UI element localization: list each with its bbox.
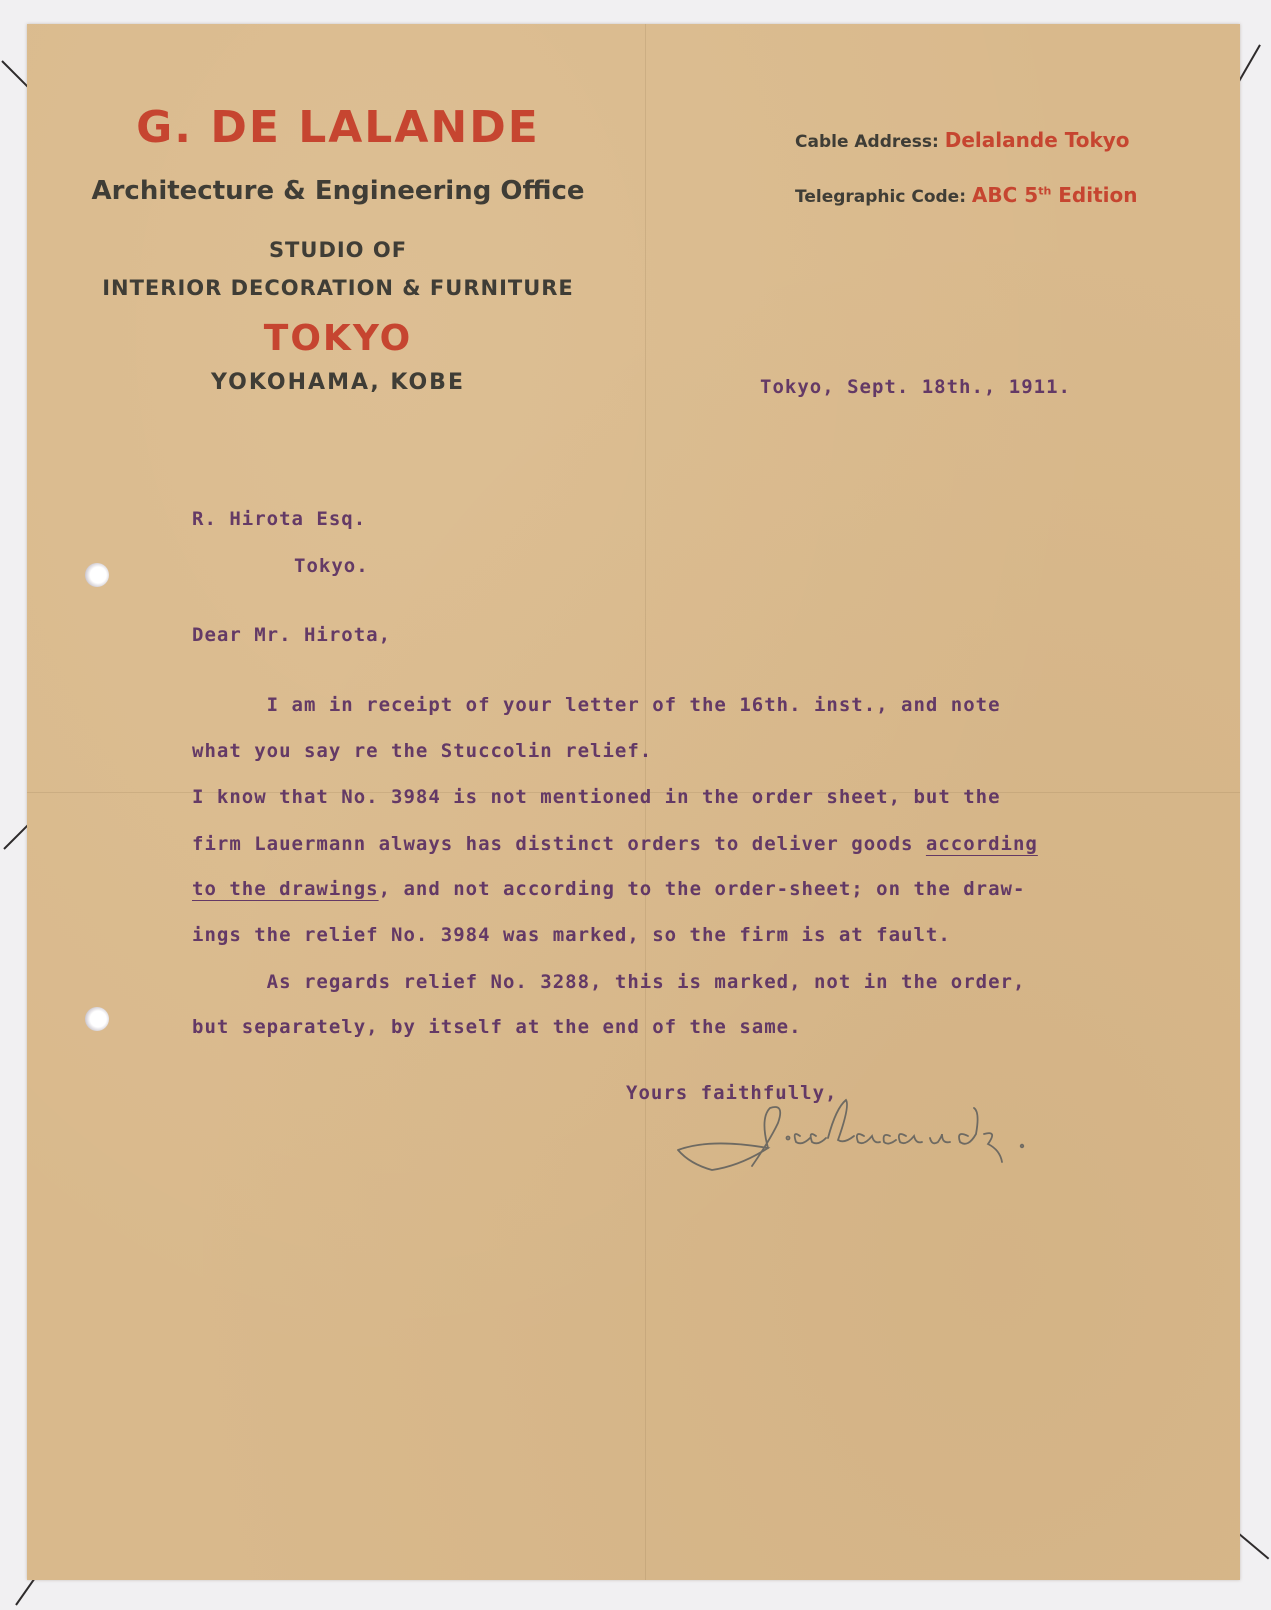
studio-line-2: INTERIOR DECORATION & FURNITURE bbox=[102, 276, 574, 300]
salutation: Dear Mr. Hirota, bbox=[192, 624, 392, 646]
recipient-name: R. Hirota Esq. bbox=[192, 508, 367, 530]
body-line-5 bbox=[192, 878, 1025, 900]
cable-address bbox=[795, 128, 1130, 152]
handwritten-signature bbox=[650, 1078, 1050, 1188]
mounting-pin-top-right bbox=[1237, 44, 1261, 83]
cable-address-label: Cable Address: bbox=[795, 132, 939, 152]
telegraphic-code-suffix: Edition bbox=[1051, 183, 1138, 207]
body-line-1: I am in receipt of your letter of the 16th. inst., and note bbox=[192, 694, 1001, 716]
cable-address-value: Delalande Tokyo bbox=[944, 128, 1130, 152]
mounting-pin-bottom-left bbox=[15, 1577, 36, 1606]
studio-line-1: STUDIO OF bbox=[268, 238, 408, 262]
body-line-4 bbox=[192, 833, 1038, 855]
mounting-pin-bottom-right bbox=[1237, 1532, 1269, 1559]
telegraphic-code-value bbox=[972, 183, 1138, 207]
telegraphic-code-sup: th bbox=[1038, 184, 1052, 198]
firm-name: G. DE LALANDE bbox=[136, 102, 540, 153]
recipient-city: Tokyo. bbox=[294, 555, 369, 577]
closing: Yours faithfully, bbox=[626, 1082, 838, 1104]
punch-hole-upper bbox=[85, 563, 109, 587]
main-city: TOKYO bbox=[263, 318, 413, 359]
underlined-to-the-drawings: to the drawings bbox=[192, 878, 379, 900]
telegraphic-code-label: Telegraphic Code: bbox=[795, 187, 966, 207]
body-line-8: but separately, by itself at the end of the same. bbox=[192, 1016, 802, 1038]
body-line-6: ings the relief No. 3984 was marked, so the firm is at fault. bbox=[192, 924, 951, 946]
other-cities: YOKOHAMA, KOBE bbox=[211, 370, 465, 395]
body-line-7: As regards relief No. 3288, this is marked, not in the order, bbox=[192, 971, 1026, 993]
body-line-4-text: firm Lauermann always has distinct orders to deliver goods bbox=[192, 833, 926, 855]
underlined-according: according bbox=[925, 833, 1038, 855]
dateline: Tokyo, Sept. 18th., 1911. bbox=[760, 376, 1071, 398]
firm-subtitle: Architecture & Engineering Office bbox=[91, 176, 585, 206]
punch-hole-lower bbox=[85, 1007, 109, 1031]
body-line-3: I know that No. 3984 is not mentioned in the order sheet, but the bbox=[192, 786, 1001, 808]
telegraphic-code bbox=[795, 183, 1138, 207]
body-line-5-text: , and not according to the order-sheet; on the draw- bbox=[378, 878, 1026, 900]
body-line-2: what you say re the Stuccolin relief. bbox=[192, 740, 653, 762]
telegraphic-code-prefix: ABC 5 bbox=[971, 183, 1039, 207]
